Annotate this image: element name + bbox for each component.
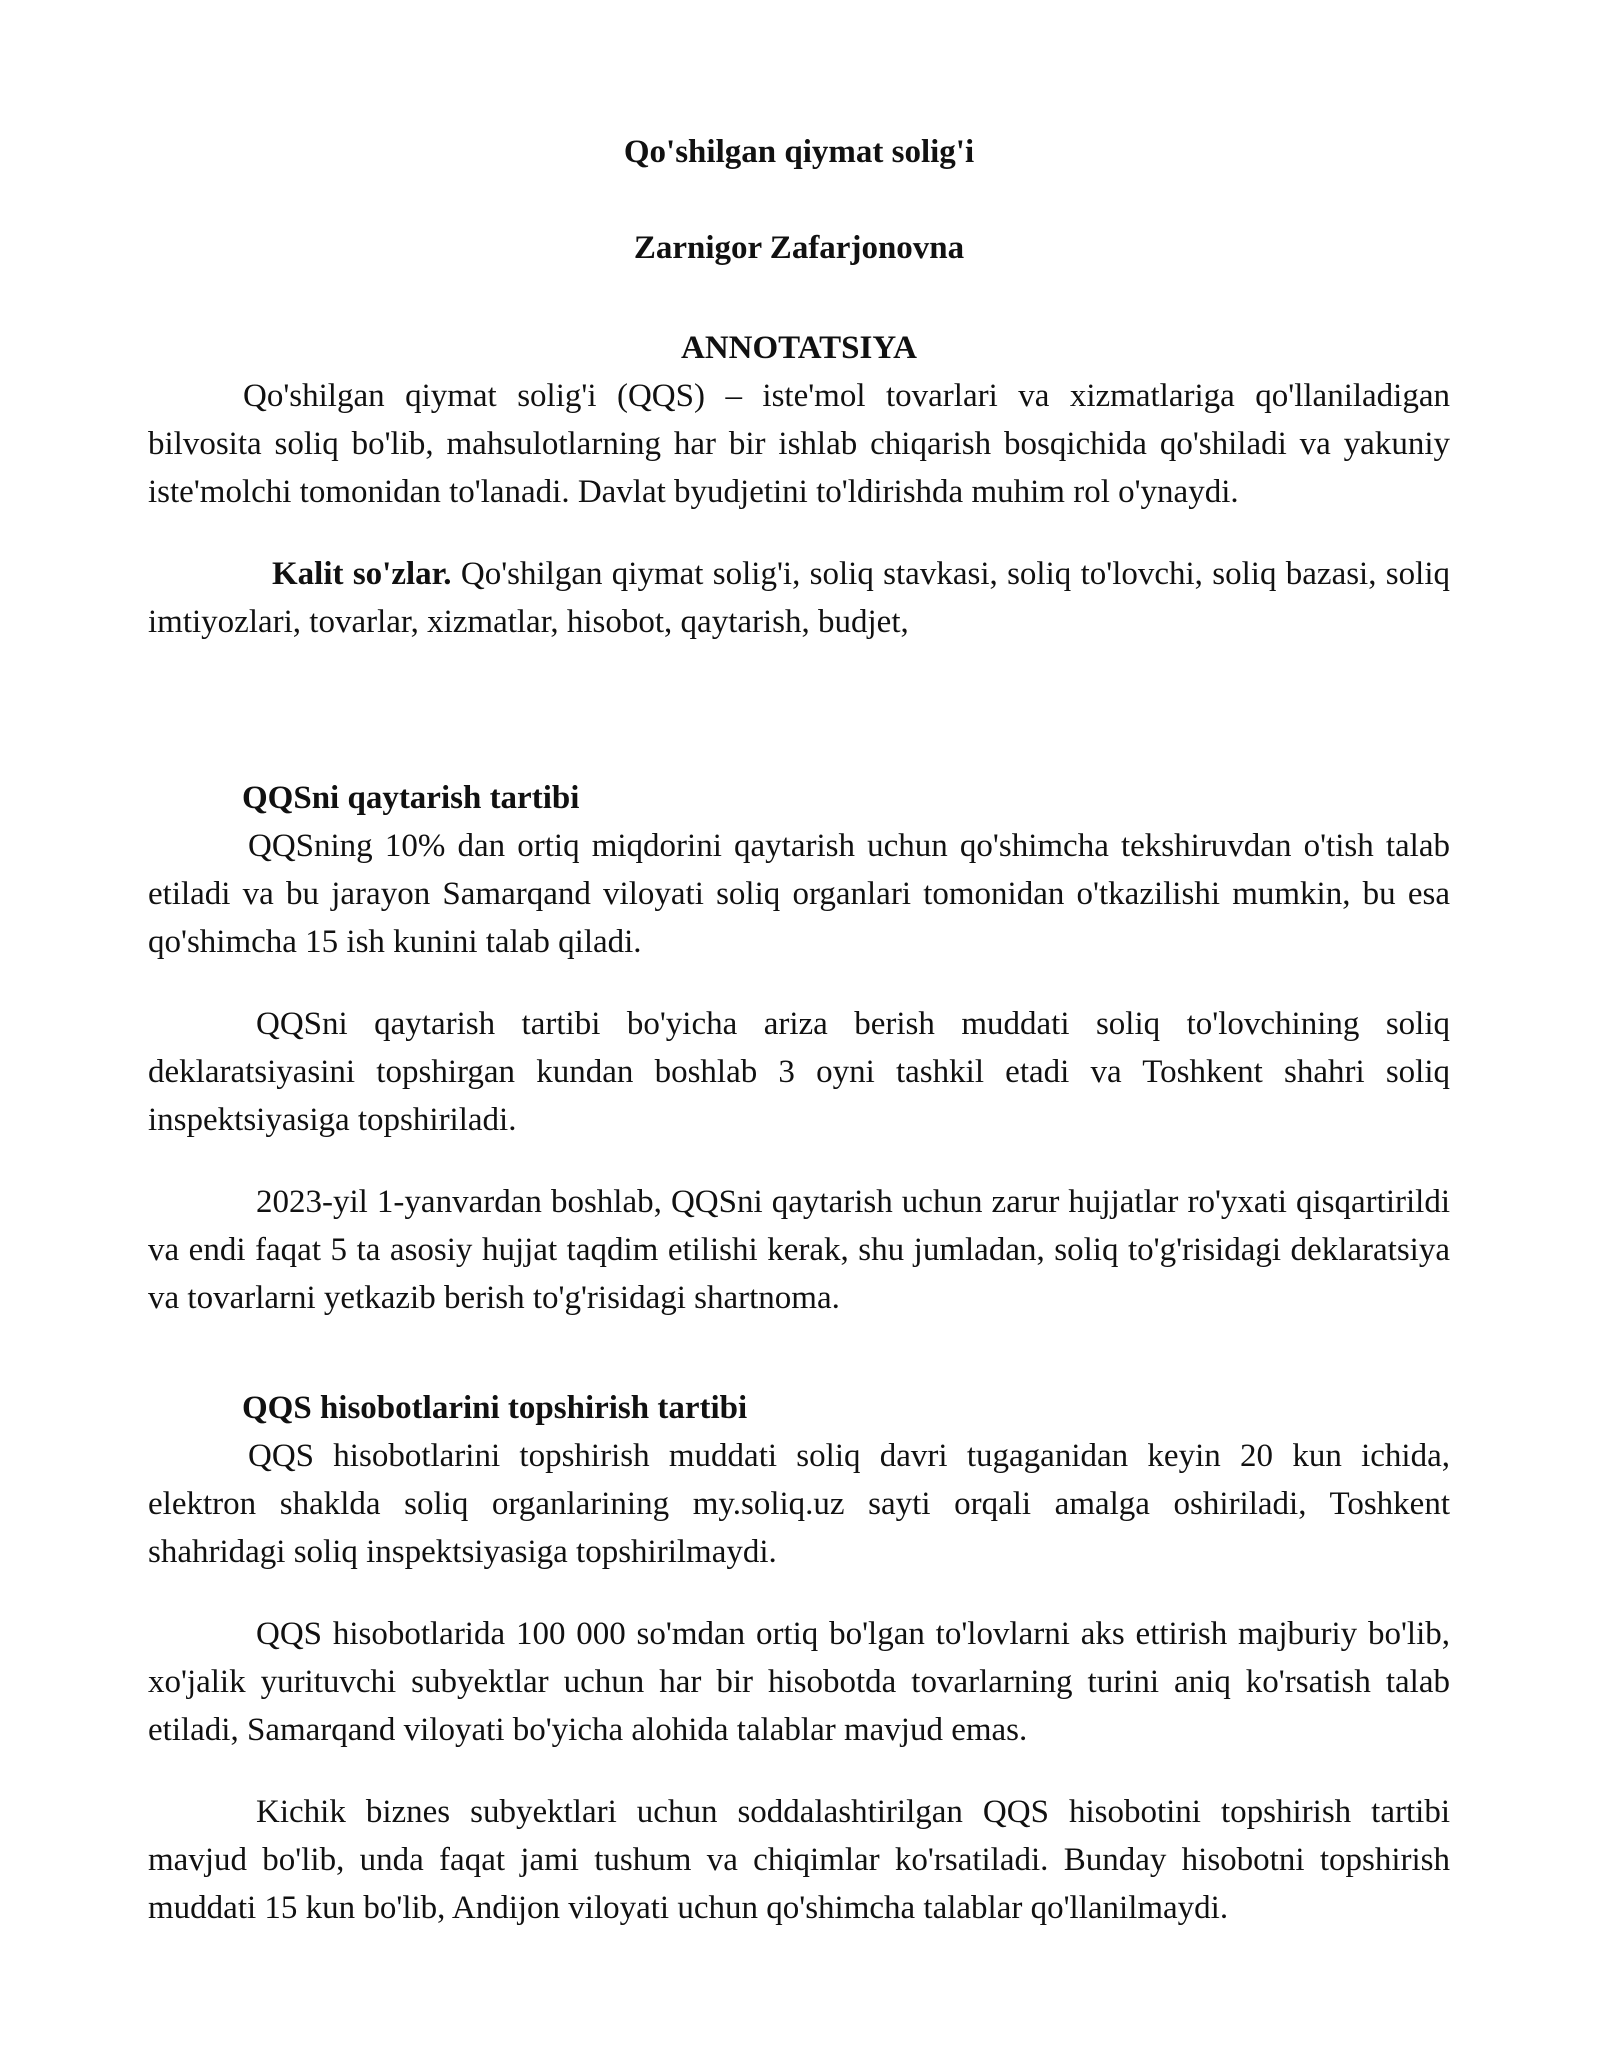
author-name: Zarnigor Zafarjonovna: [633, 230, 965, 266]
section1-paragraph-2: QQSni qaytarish tartibi bo'yicha ariza berish muddati soliq to'lovchining soliq deklaratsiyasini topshirgan kundan boshlab 3 oyni tashkil etadi va Toshkent shahri soliq inspektsiyasiga topshiriladi.: [148, 1006, 1450, 1138]
document-title: Qo'shilgan qiymat solig'i: [623, 134, 975, 170]
section2-paragraph-1: QQS hisobotlarini topshirish muddati soliq davri tugaganidan keyin 20 kun ichida, elektron shaklda soliq organlarining my.soliq.uz sayti orqali amalga oshiriladi, Toshkent shahridagi soliq inspektsiyasiga topshirilmaydi.: [148, 1438, 1450, 1570]
keywords-paragraph: [148, 550, 1450, 646]
section1-paragraph-1: QQSning 10% dan ortiq miqdorini qaytarish uchun qo'shimcha tekshiruvdan o'tish talab etiladi va bu jarayon Samarqand viloyati soliq organlari tomonidan o'tkazilishi mumkin, bu esa qo'shimcha 15 ish kunini talab qiladi.: [148, 828, 1450, 960]
section1-paragraph-3: 2023-yil 1-yanvardan boshlab, QQSni qaytarish uchun zarur hujjatlar ro'yxati qisqartirildi va endi faqat 5 ta asosiy hujjat taqdim etilishi kerak, shu jumladan, soliq to'g'risidagi deklaratsiya va tovarlarni yetkazib berish to'g'risidagi shartnoma.: [148, 1184, 1450, 1316]
keywords-list: Qo'shilgan qiymat solig'i, soliq stavkasi, soliq to'lovchi, soliq bazasi, soliq imtiyozlari, tovarlar, xizmatlar, hisobot, qaytarish, budjet,: [148, 556, 1450, 640]
annotation-heading: ANNOTATSIYA: [681, 330, 917, 366]
annotation-paragraph: Qo'shilgan qiymat solig'i (QQS) – iste'mol tovarlari va xizmatlariga qo'llaniladigan bilvosita soliq bo'lib, mahsulotlarning har bir ishlab chiqarish bosqichida qo'shiladi va yakuniy iste'molchi tomonidan to'lanadi. Davlat byudjetini to'ldirishda muhim rol o'ynaydi.: [148, 378, 1450, 510]
section-heading-refund: QQSni qaytarish tartibi: [242, 780, 580, 816]
section-heading-reports: QQS hisobotlarini topshirish tartibi: [242, 1390, 748, 1426]
document-page: [148, 128, 1450, 1932]
section2-paragraph-2: QQS hisobotlarida 100 000 so'mdan ortiq bo'lgan to'lovlarni aks ettirish majburiy bo'lib, xo'jalik yurituvchi subyektlar uchun har bir hisobotda tovarlarning turini aniq ko'rsatish talab etiladi, Samarqand viloyati bo'yicha alohida talablar mavjud emas.: [148, 1616, 1450, 1748]
section2-paragraph-3: Kichik biznes subyektlari uchun soddalashtirilgan QQS hisobotini topshirish tartibi mavjud bo'lib, unda faqat jami tushum va chiqimlar ko'rsatiladi. Bunday hisobotni topshirish muddati 15 kun bo'lib, Andijon viloyati uchun qo'shimcha talablar qo'llanilmaydi.: [148, 1794, 1450, 1926]
keywords-label: Kalit so'zlar.: [272, 556, 452, 592]
